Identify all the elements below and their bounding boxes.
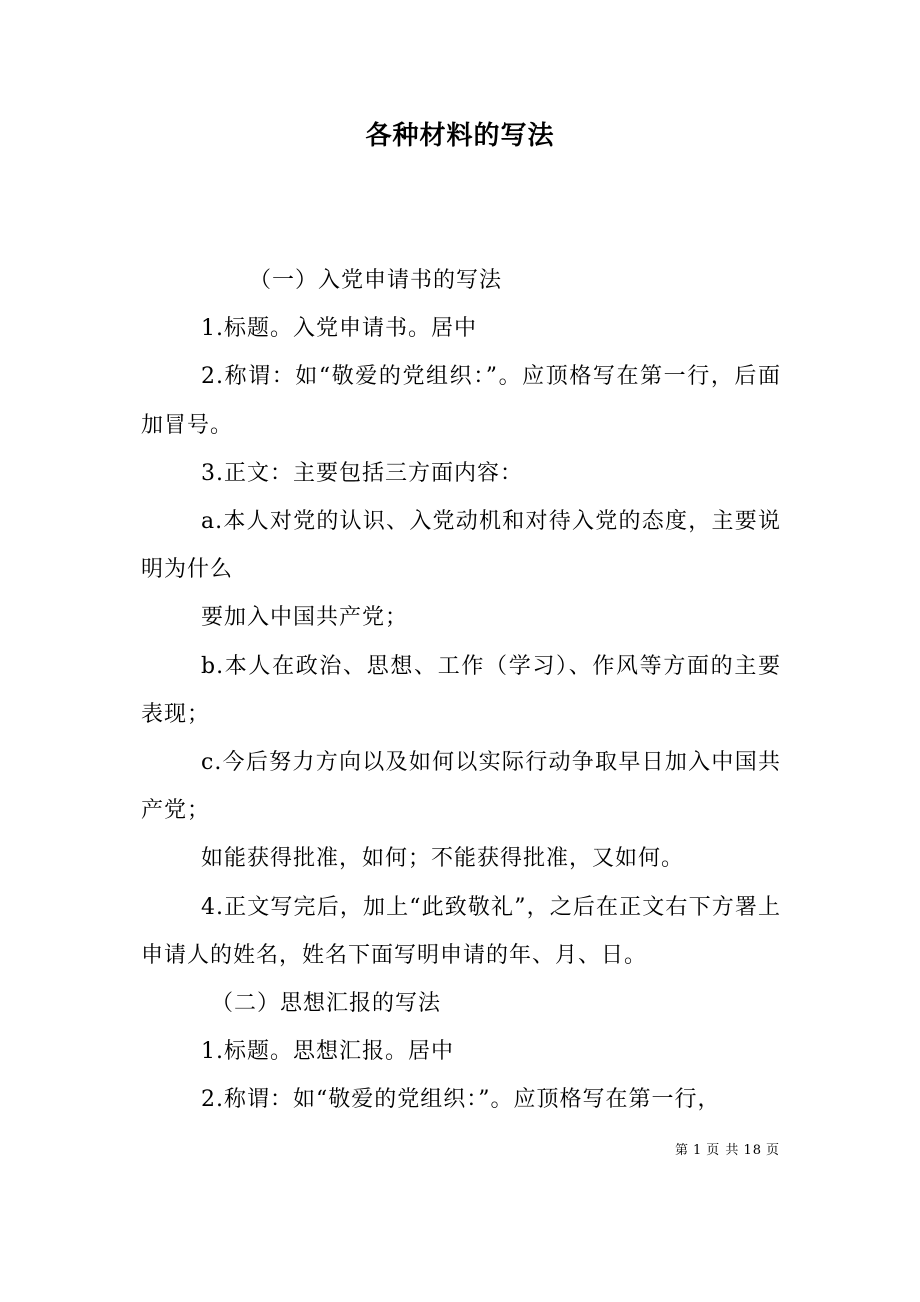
paragraph: 要加入中国共产党； — [201, 605, 409, 631]
page-footer — [0, 1141, 780, 1161]
footer-mid: 页 共 — [706, 1143, 740, 1158]
paragraph: 2.称谓：如“敬爱的党组织：”。应顶格写在第一行， — [201, 1087, 721, 1113]
paragraph: 1.标题。入党申请书。居中 — [201, 316, 477, 342]
paragraph: a.本人对党的认识、入党动机和对待入党的态度，主要说明为什么 — [141, 509, 781, 583]
document-body — [141, 257, 781, 1125]
paragraph: c.今后努力方向以及如何以实际行动争取早日加入中国共产党； — [141, 750, 781, 824]
section-heading-2: （二）思想汇报的写法 — [211, 991, 442, 1017]
footer-prefix: 第 — [675, 1143, 690, 1158]
paragraph: 如能获得批准，如何；不能获得批准，又如何。 — [201, 846, 685, 872]
paragraph: 4.正文写完后，加上“此致敬礼”，之后在正文右下方署上申请人的姓名，姓名下面写明申请的年、月、日。 — [141, 894, 781, 968]
paragraph: 1.标题。思想汇报。居中 — [201, 1039, 454, 1065]
footer-suffix: 页 — [765, 1143, 780, 1158]
section-heading-1: （一）入党申请书的写法 — [249, 268, 503, 293]
paragraph: 2.称谓：如“敬爱的党组织：”。应顶格写在第一行，后面加冒号。 — [141, 364, 781, 438]
paragraph: 3.正文：主要包括三方面内容： — [201, 460, 523, 486]
current-page-number: 1 — [693, 1143, 703, 1158]
paragraph: b.本人在政治、思想、工作（学习）、作风等方面的主要表现； — [141, 653, 781, 727]
total-pages-number: 18 — [743, 1143, 762, 1158]
document-title: 各种材料的写法 — [365, 121, 555, 151]
